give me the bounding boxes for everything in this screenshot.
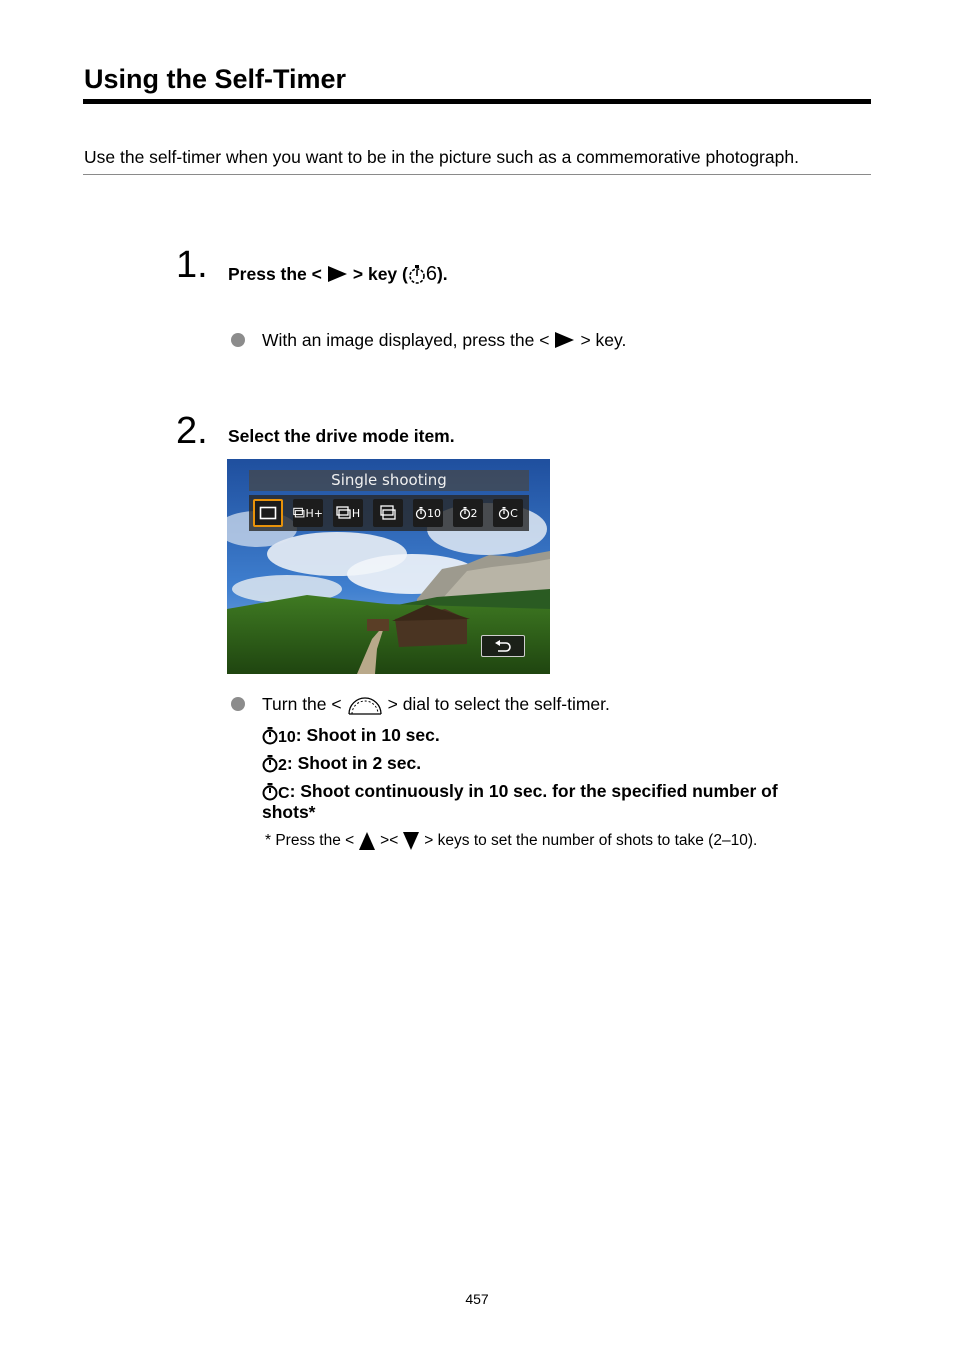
step-1-text-mid: > key ( (352, 264, 408, 284)
shots-note (265, 830, 757, 852)
self-timer-2s-icon (262, 754, 278, 774)
step-2-text: Select the drive mode item. (228, 426, 455, 446)
step-2-bullet-start: Turn the < (262, 694, 342, 714)
step-1-text-start: Press the < (228, 264, 322, 284)
step-1-bullet-end: > key. (580, 330, 627, 350)
mode-suffix: C (278, 785, 290, 802)
step-2-bullet-end: > dial to select the self-timer. (387, 694, 610, 714)
down-arrow-icon (402, 831, 420, 851)
up-arrow-icon (358, 831, 376, 851)
self-timer-10s-icon[interactable] (413, 499, 443, 527)
step-1-text-end: ). (436, 264, 448, 284)
title-rule (83, 99, 871, 104)
high-speed-plus-continuous-icon[interactable] (293, 499, 323, 527)
mode-continuous-line (262, 778, 778, 805)
page-title: Using the Self-Timer (84, 64, 347, 94)
single-shooting-icon[interactable] (253, 499, 283, 527)
mode-suffix: 2 (278, 757, 287, 774)
step-1-bullet-start: With an image displayed, press the < (262, 330, 550, 350)
drive-mode-bar (249, 495, 529, 531)
step-2-bullet (262, 692, 610, 716)
intro-text: Use the self-timer when you want to be in the picture such as a commemorative photograph. (84, 147, 799, 167)
step-1-ref-number: 6 (425, 263, 437, 285)
bullet-dot (231, 697, 245, 711)
page-number: 457 (465, 1291, 489, 1307)
mode-continuous-text: : Shoot continuously in 10 sec. for the specified number of (289, 781, 778, 801)
note-start: * Press the < (265, 832, 355, 849)
stopwatch-icon (408, 264, 426, 284)
low-speed-continuous-icon[interactable] (373, 499, 403, 527)
self-timer-continuous-icon[interactable] (493, 499, 523, 527)
note-middle: >< (380, 832, 399, 849)
self-timer-continuous-icon (262, 782, 278, 802)
mode-10s-line (262, 722, 440, 749)
mode-suffix: 2 (470, 506, 478, 520)
return-button[interactable] (481, 635, 525, 657)
mode-2s-text: : Shoot in 2 sec. (286, 753, 422, 773)
bullet-dot (231, 333, 245, 347)
high-speed-continuous-icon[interactable] (333, 499, 363, 527)
mode-suffix: H+ (305, 506, 323, 520)
mode-suffix: 10 (427, 506, 441, 520)
note-end: > keys to set the number of shots to take (2–10). (424, 832, 758, 849)
step-1-bullet (262, 328, 626, 352)
camera-screen (227, 459, 550, 674)
mode-10s-text: : Shoot in 10 sec. (295, 725, 440, 745)
mode-2s-line (262, 750, 421, 777)
return-arrow-icon (494, 640, 512, 652)
step-1-number: 1. (176, 244, 208, 286)
mode-suffix: 10 (278, 729, 296, 746)
mode-suffix: C (510, 506, 518, 520)
drive-mode-label: Single shooting (249, 470, 529, 491)
self-timer-10s-icon (262, 726, 278, 746)
mode-continuous-line2: shots* (262, 802, 316, 822)
intro-rule (83, 174, 871, 175)
step-2-number: 2. (176, 410, 208, 452)
step-1-text (228, 262, 448, 286)
play-button-icon (555, 332, 574, 348)
self-timer-2s-icon[interactable] (453, 499, 483, 527)
main-dial-icon (346, 692, 384, 716)
play-button-icon (328, 266, 347, 282)
mode-suffix: H (351, 506, 361, 520)
